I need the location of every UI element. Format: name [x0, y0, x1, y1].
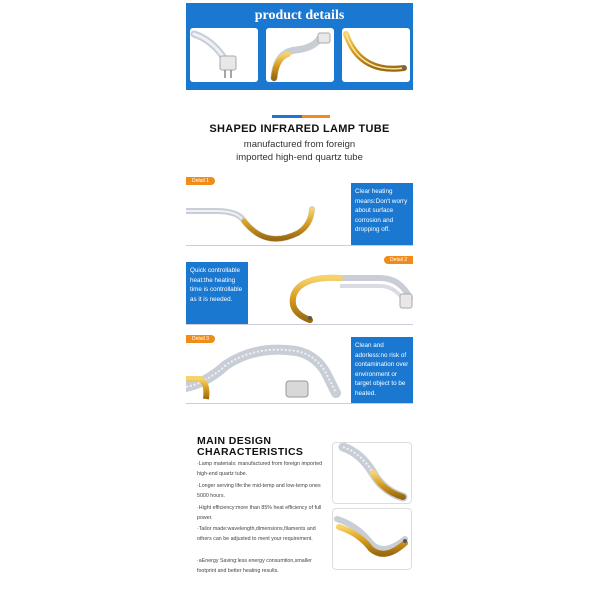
decorative-line-blue	[272, 115, 302, 118]
product-details-header	[186, 3, 413, 90]
detail-row-1	[186, 177, 413, 246]
detail-2-lamp-image	[250, 264, 413, 324]
feature-item-1: ·Lamp materials: manufactured from foreign imported high-end quartz tube.	[197, 461, 323, 477]
header-title: product details	[254, 8, 345, 23]
decorative-line-orange	[302, 115, 330, 118]
detail-1-lamp-image	[186, 187, 351, 243]
detail-1-tag: Detail 1	[186, 177, 215, 185]
detail-row-2	[186, 256, 413, 325]
detail-3-tag: Detail 3	[186, 335, 215, 343]
detail-1-text: Clear heating means:Don't worry about surface corrosion and dropping off.	[351, 183, 413, 245]
feature-item-2: ·Longer serving life:the mid-temp and low-temp ones 5000 hours.	[197, 483, 321, 499]
thumb-lamp-plug-image	[190, 28, 258, 82]
detail-3-lamp-image	[186, 343, 349, 403]
characteristics-photo-2	[332, 508, 412, 570]
feature-item-5: ·aEnergy Saving:less energy consumtion,smaller footprint and better heating results.	[197, 558, 312, 574]
intro-title: SHAPED INFRARED LAMP TUBE	[209, 123, 390, 135]
detail-2-text: Quick controllable heat:the heating time is controllable as it is needed.	[186, 262, 248, 324]
detail-3-text: Clean and adorless:no risk of contamination over environment or target object to be heated.	[351, 337, 413, 403]
thumb-lamp-curve-image	[266, 28, 334, 82]
intro-subtitle-line1: manufactured from foreign	[243, 139, 356, 150]
detail-row-3	[186, 335, 413, 404]
detail-2-tag: Detail 2	[384, 256, 413, 264]
feature-item-4: ·Tailor made:wavelength,dimensions,filaments and others can be adjusted to ment your requirement.	[197, 526, 316, 542]
characteristics-title-line2: CHARACTERISTICS	[197, 446, 304, 458]
characteristics-title-line1: MAIN DESIGN	[197, 435, 272, 447]
thumb-lamp-gold-arc-image	[342, 28, 410, 82]
feature-item-3: ·Hight efficiency:more than 85% heat efficiency of full power.	[197, 505, 322, 521]
characteristics-title	[197, 436, 303, 458]
intro-subtitle	[186, 138, 413, 164]
characteristics-photo-1	[332, 442, 412, 504]
intro-subtitle-line2: imported high-end quartz tube	[236, 152, 363, 163]
